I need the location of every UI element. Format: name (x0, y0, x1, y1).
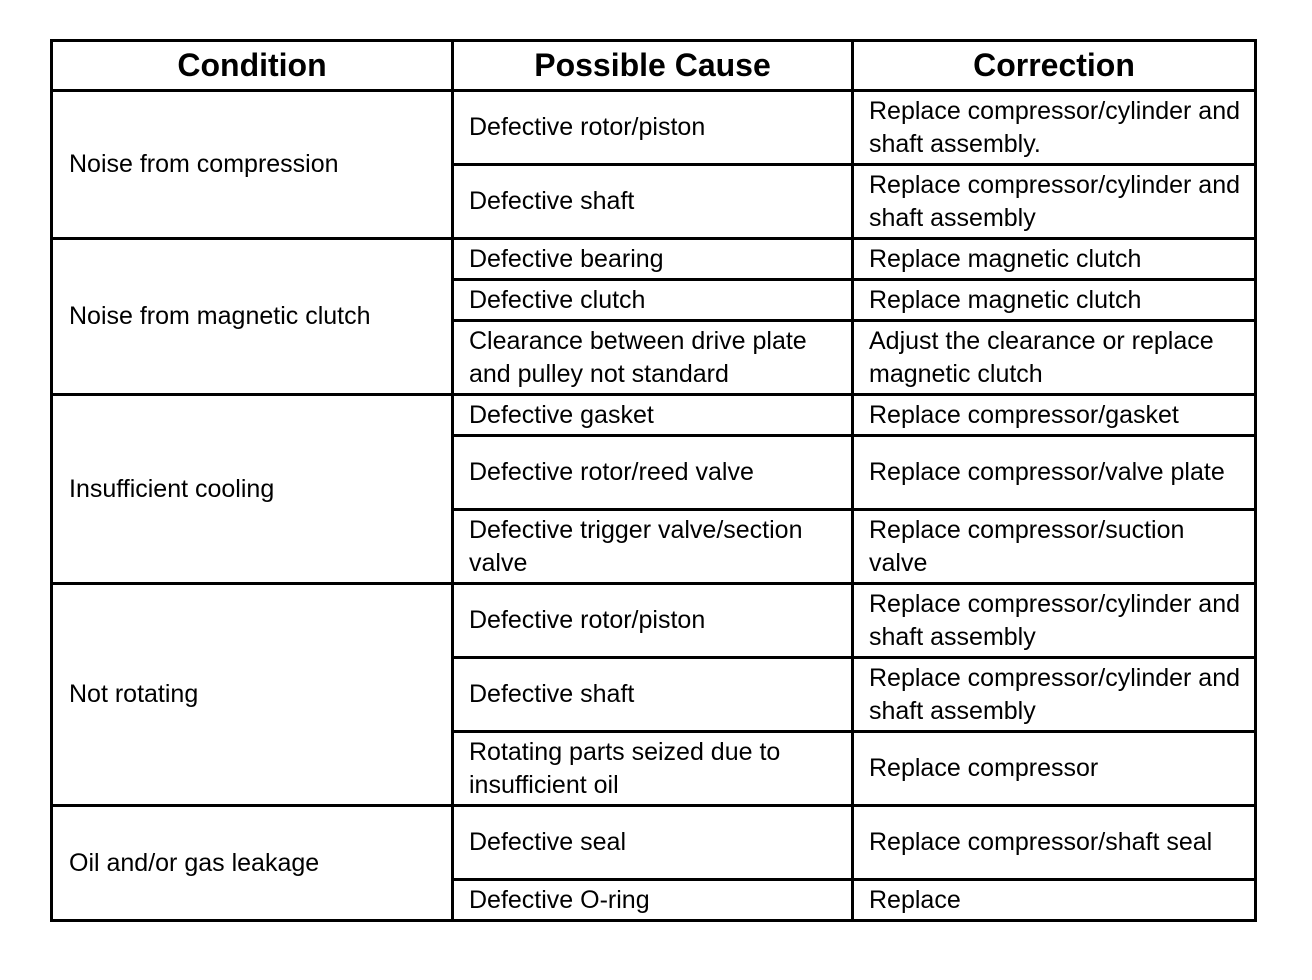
correction-cell: Replace compressor/gasket (853, 395, 1256, 436)
correction-cell: Replace compressor/cylinder and shaft assembly (853, 584, 1256, 658)
cause-cell: Defective rotor/reed valve (453, 436, 853, 510)
table-row (52, 806, 1256, 880)
condition-cell: Noise from compression (52, 91, 453, 239)
correction-cell: Replace compressor (853, 732, 1256, 806)
correction-cell: Replace magnetic clutch (853, 280, 1256, 321)
table-row (52, 395, 1256, 436)
header-possible-cause: Possible Cause (453, 41, 853, 91)
condition-cell: Noise from magnetic clutch (52, 239, 453, 395)
correction-cell: Replace compressor/suction valve (853, 510, 1256, 584)
cause-cell: Defective gasket (453, 395, 853, 436)
table-row (52, 584, 1256, 658)
condition-cell: Insufficient cooling (52, 395, 453, 584)
correction-cell: Replace compressor/cylinder and shaft assembly. (853, 91, 1256, 165)
cause-cell: Defective shaft (453, 658, 853, 732)
cause-cell: Defective shaft (453, 165, 853, 239)
correction-cell: Replace compressor/cylinder and shaft assembly (853, 658, 1256, 732)
correction-cell: Replace compressor/valve plate (853, 436, 1256, 510)
correction-cell: Replace (853, 880, 1256, 921)
cause-cell: Defective O-ring (453, 880, 853, 921)
header-condition: Condition (52, 41, 453, 91)
cause-cell: Defective bearing (453, 239, 853, 280)
correction-cell: Adjust the clearance or replace magnetic clutch (853, 321, 1256, 395)
cause-cell: Defective clutch (453, 280, 853, 321)
condition-cell: Oil and/or gas leakage (52, 806, 453, 921)
condition-cell: Not rotating (52, 584, 453, 806)
cause-cell: Clearance between drive plate and pulley not standard (453, 321, 853, 395)
table-row (52, 239, 1256, 280)
cause-cell: Defective rotor/piston (453, 584, 853, 658)
troubleshooting-table (50, 39, 1257, 922)
header-correction: Correction (853, 41, 1256, 91)
table-row (52, 91, 1256, 165)
correction-cell: Replace magnetic clutch (853, 239, 1256, 280)
cause-cell: Defective rotor/piston (453, 91, 853, 165)
cause-cell: Rotating parts seized due to insufficient oil (453, 732, 853, 806)
correction-cell: Replace compressor/cylinder and shaft assembly (853, 165, 1256, 239)
cause-cell: Defective trigger valve/section valve (453, 510, 853, 584)
cause-cell: Defective seal (453, 806, 853, 880)
correction-cell: Replace compressor/shaft seal (853, 806, 1256, 880)
header-row (52, 41, 1256, 91)
